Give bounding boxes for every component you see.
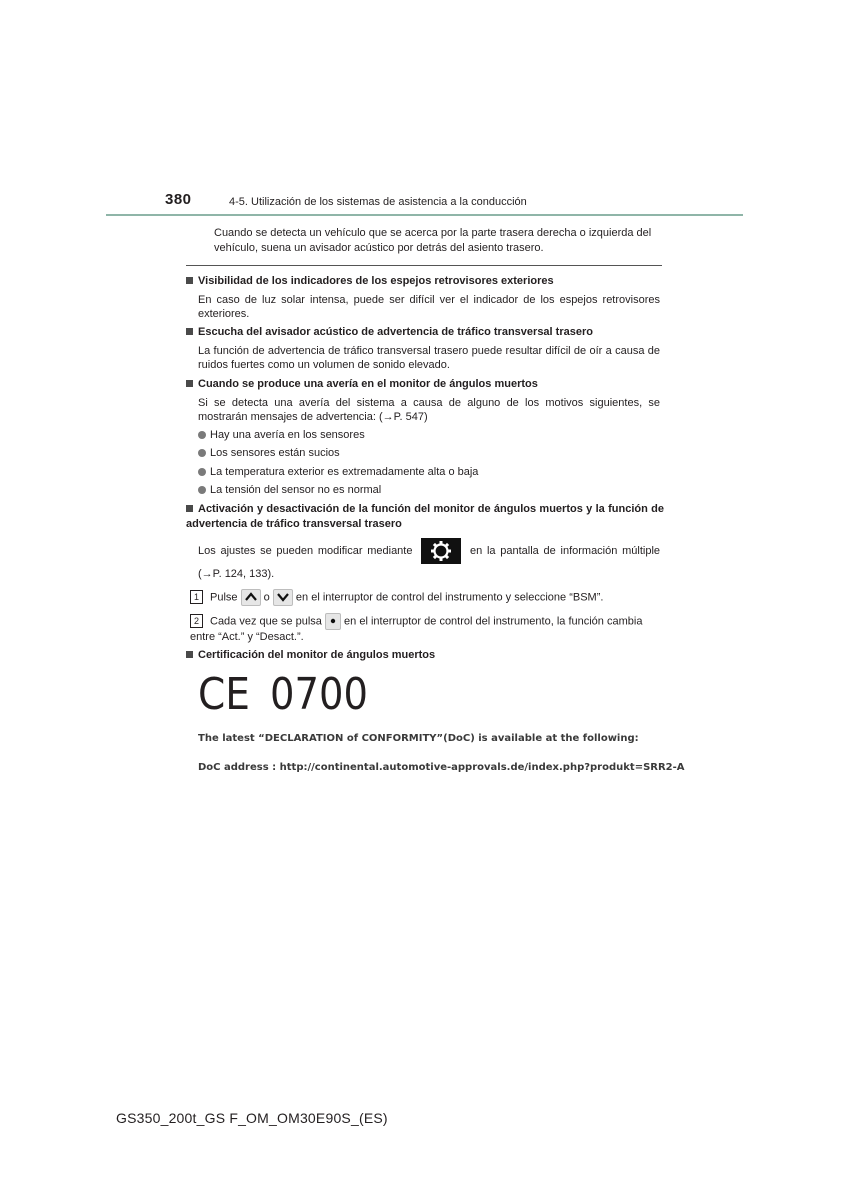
section-body: Si se detecta una avería del sistema a causa de alguno de los motivos siguientes, se mostrarán mensajes de advertencia: (→P. 547)	[198, 397, 660, 423]
bullet-dot-icon	[198, 468, 206, 476]
section-divider	[186, 265, 662, 266]
square-bullet-icon	[186, 380, 193, 387]
section-heading	[186, 502, 664, 532]
bullet-dot-icon	[198, 449, 206, 457]
square-bullet-icon	[186, 328, 193, 335]
step-number: 1	[190, 590, 203, 604]
intro-paragraph: Cuando se detecta un vehículo que se acerca por la parte trasera derecha o izquierda del vehículo, suena un avisador acústico por detrás del asiento trasero.	[214, 227, 652, 254]
section-body: Los ajustes se pueden modificar mediante en la pantalla de información múltiple (→P. 124, 133).	[198, 538, 660, 584]
header-rule	[106, 214, 743, 216]
list-item: La temperatura exterior es extremadamente alta o baja	[198, 465, 478, 479]
section-heading-text: Visibilidad de los indicadores de los espejos retrovisores exteriores	[198, 275, 554, 287]
square-bullet-icon	[186, 505, 193, 512]
section-heading-text: Cuando se produce una avería en el monitor de ángulos muertos	[198, 378, 538, 390]
section-heading	[186, 274, 664, 289]
section-heading-text: Certificación del monitor de ángulos muertos	[198, 649, 436, 661]
step-number: 2	[190, 614, 203, 628]
square-bullet-icon	[186, 651, 193, 658]
list-item: La tensión del sensor no es normal	[198, 483, 381, 497]
section-heading	[186, 648, 664, 663]
page-number: 380	[165, 191, 192, 208]
ce-mark-letters: CE	[198, 669, 250, 718]
square-bullet-icon	[186, 277, 193, 284]
section-body: La función de advertencia de tráfico transversal trasero puede resultar difícil de oír a causa de ruidos fuertes como un volumen de sonido elevado.	[198, 345, 660, 371]
bullet-dot-icon	[198, 486, 206, 494]
section-heading	[186, 377, 664, 392]
footer-code: GS350_200t_GS F_OM_OM30E90S_(ES)	[116, 1110, 388, 1126]
list-item: Hay una avería en los sensores	[198, 428, 365, 442]
chevron-up-icon	[241, 589, 261, 606]
section-heading-text: Escucha del avisador acústico de advertencia de tráfico transversal trasero	[198, 326, 593, 338]
ce-logo	[198, 668, 378, 718]
conformity-statement: The latest “DECLARATION of CONFORMITY”(DoC) is available at the following:	[198, 733, 639, 744]
ce-mark	[198, 668, 378, 723]
doc-address: DoC address : http://continental.automotive-approvals.de/index.php?produkt=SRR2-A	[198, 762, 685, 773]
list-item: Los sensores están sucios	[198, 446, 340, 460]
section-title: 4-5. Utilización de los sistemas de asistencia a la conducción	[229, 196, 527, 208]
enter-dot-icon	[325, 613, 341, 630]
section-body: En caso de luz solar intensa, puede ser difícil ver el indicador de los espejos retrovisores exteriores.	[198, 294, 660, 320]
ce-notified-body-number: 0700	[270, 669, 368, 718]
bullet-dot-icon	[198, 431, 206, 439]
step-item: 2 Cada vez que se pulsa en el interruptor de control del instrumento, la función cambia entre “Act.” y “Desact.”.	[190, 613, 660, 644]
chevron-down-icon	[273, 589, 293, 606]
gear-icon	[421, 538, 461, 564]
section-heading	[186, 325, 664, 340]
section-heading-text: Activación y desactivación de la función del monitor de ángulos muertos y la función de advertencia de tráfico transversal trasero	[186, 503, 664, 530]
step-item: 1 Pulse o en el interruptor de control del instrumento y seleccione “BSM”.	[190, 589, 660, 606]
